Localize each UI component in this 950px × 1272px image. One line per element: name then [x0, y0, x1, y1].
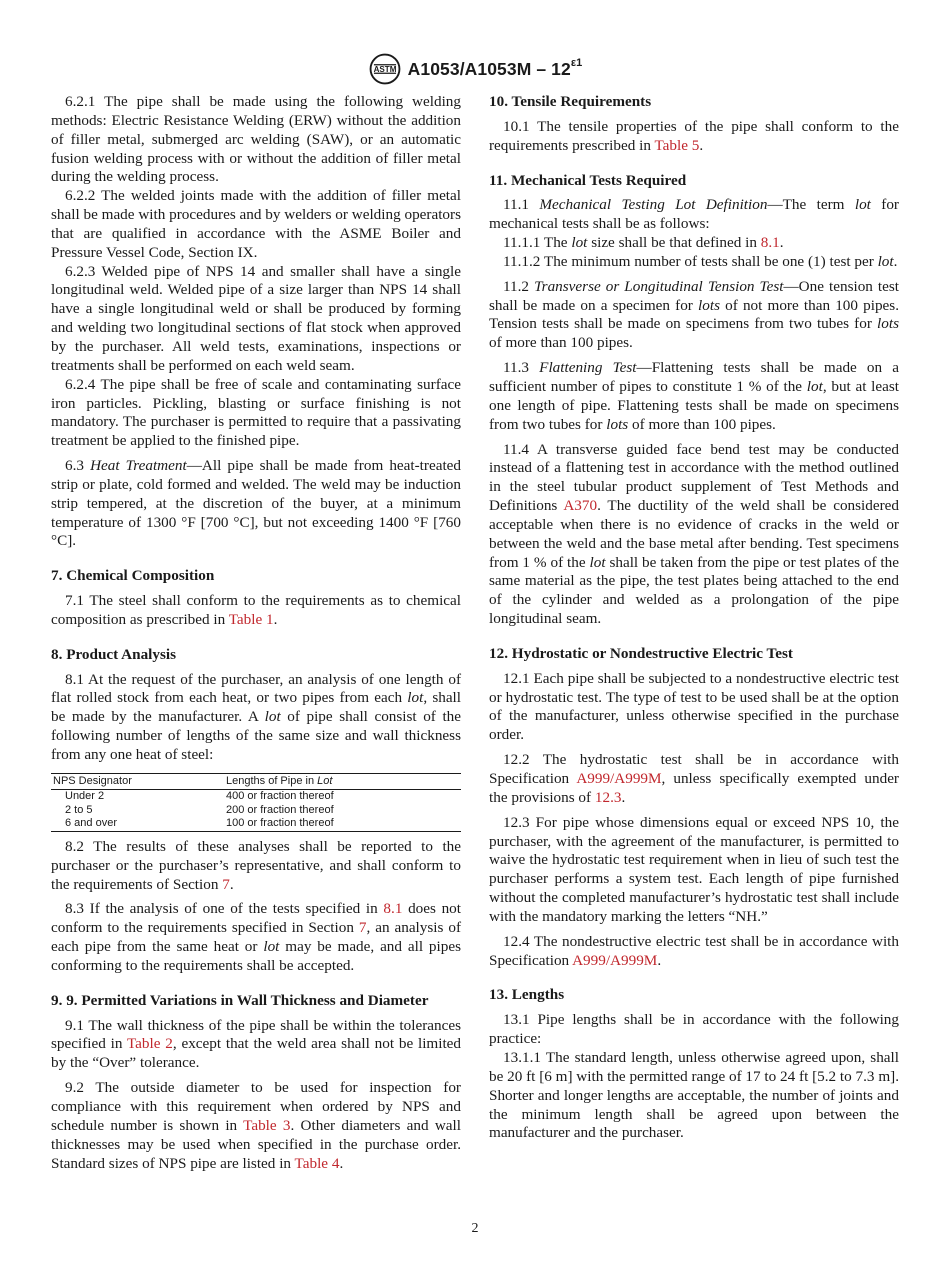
- text-run: 10.1 The tensile properties of the pipe shall conform to the requirements prescribed in: [489, 117, 899, 154]
- para-12-1: 12.1 Each pipe shall be subjected to a nondestructive electric test or hydrostatic test. The type of test to be used shall be at the option of the manufacturer, unless otherwise specified in the purchase order.: [489, 669, 899, 744]
- para-10-1: [489, 118, 899, 156]
- table-row: [51, 790, 461, 804]
- nps-cell: 2 to 5: [65, 803, 93, 816]
- text-run: .: [893, 252, 898, 270]
- text-run: 9.1 The wall thickness of the pipe shall be within the tolerances specified in: [51, 1016, 461, 1053]
- text-run: . Other diameters and wall thicknesses may be used when specified in the purchase order. Standard sizes of NPS pipe are listed in: [51, 1116, 461, 1172]
- section-11-heading: 11. Mechanical Tests Required: [489, 171, 687, 189]
- para-13-1-1: 13.1.1 The standard length, unless otherwise agreed upon, shall be 20 ft [6 m] with the permitted range of 17 to 24 ft [5.2 to 7.3 m]. Shorter and longer lengths are acceptable, the number of joints and the minimum length shall be agreed upon between the manufacturer and the purchaser.: [489, 1048, 899, 1142]
- para-13-1: 13.1 Pipe lengths shall be in accordance with the following practice:: [489, 1011, 899, 1048]
- section-13-heading: 13. Lengths: [489, 986, 565, 1004]
- lot-term: lots: [698, 296, 720, 314]
- text-run: of not more than 100 pipes. Tension tests shall be made on specimens from two tubes for: [489, 296, 899, 333]
- text-run: of pipe shall consist of the following number of lengths of the same size and wall thickness from any one heat of steel:: [51, 708, 461, 763]
- table-1-link[interactable]: Table 1: [228, 610, 274, 628]
- text-run: , shall be made by the manufacturer. A: [51, 689, 462, 726]
- para-11-2: [489, 278, 899, 353]
- page-number: 2: [471, 1221, 479, 1236]
- text-run: .: [699, 136, 704, 154]
- para-12-2: [489, 751, 899, 808]
- text-run: , an analysis of each pipe from the same heat or: [51, 919, 461, 956]
- para-number: 11.2: [503, 277, 530, 295]
- lot-term: lot: [263, 938, 280, 956]
- text-run: 11.1.2 The minimum number of tests shall be one (1) test per: [503, 252, 878, 270]
- table-2-link[interactable]: Table 2: [126, 1035, 173, 1053]
- text-run: of more than 100 pipes.: [489, 334, 633, 352]
- lot-term: lot: [407, 689, 424, 707]
- para-6-2-2: 6.2.2 The welded joints made with the addition of filler metal shall be made with procedures and by welders or welding operators that are qualified in accordance with the ASME Boiler and Pressure Vessel Code, Section IX.: [51, 187, 461, 261]
- text-run: may be made, and all pipes conforming to the requirements shall be accepted.: [51, 938, 461, 974]
- column-header-lengths: [226, 773, 461, 790]
- a999-link[interactable]: A999/A999M: [572, 951, 658, 969]
- text-run: , unless specifically exempted under the provisions of: [489, 770, 899, 806]
- a370-link[interactable]: A370: [563, 497, 598, 515]
- para-12-3: 12.3 For pipe whose dimensions equal or exceed NPS 10, the purchaser, with the agreement of the manufacturer, is permitted to waive the hydrostatic test requirement when in lieu of such test the purchaser performs a system test. Each length of pipe furnished without the completed manufacturer’s hydrostatic test shall include with the mandatory marking the letters “NH.”: [489, 813, 899, 925]
- lot-term: lot: [589, 553, 606, 571]
- text-run: shall be taken from the pipe or test plates of the same material as the pipe, the test plates being attached to the end of the cylinder and welded as a prolongation of the pipe longitudinal seam.: [489, 553, 899, 628]
- para-6-3: [51, 457, 461, 551]
- lot-term: lots: [606, 415, 629, 433]
- text-run: 12.4 The nondestructive electric test shall be in accordance with Specification: [489, 932, 899, 969]
- para-6-2-4: 6.2.4 The pipe shall be free of scale and contaminating surface iron particles. Pickling, blasting or surface finishing is not mandatory. The purchaser is permitted to require that a passivating treatment be applied to the finished pipe.: [51, 375, 461, 450]
- nps-cell: Under 2: [65, 790, 105, 803]
- lot-term: lot: [806, 377, 823, 395]
- text-run: size shall be that defined in: [587, 234, 761, 252]
- section-7-heading: 7. Chemical Composition: [51, 567, 215, 585]
- table-header-row: [51, 773, 461, 790]
- para-8-1: [51, 671, 461, 765]
- length-cell: 400 or fraction thereof: [226, 790, 334, 803]
- lot-lengths-table: [51, 773, 461, 832]
- para-7-1: [51, 592, 461, 630]
- text-run: —One tension test shall be made on a specimen for: [489, 277, 900, 314]
- para-12-4: [489, 933, 899, 971]
- section-12-3-link[interactable]: 12.3: [594, 788, 622, 806]
- para-11-1: [489, 196, 899, 234]
- section-9-heading: 9. 9. Permitted Variations in Wall Thickness and Diameter: [51, 991, 429, 1009]
- astm-logo-icon: [368, 52, 402, 86]
- table-5-link[interactable]: Table 5: [654, 136, 700, 154]
- document-designation: [407, 56, 583, 80]
- para-11-4: [489, 441, 899, 629]
- text-run: does not conform to the requirements specified in Section: [51, 900, 462, 937]
- text-run: 8.3 If the analysis of one of the tests specified in: [65, 900, 384, 918]
- para-title: Mechanical Testing Lot Definition: [539, 196, 768, 214]
- para-8-3: [51, 900, 461, 975]
- text-run: 9.2 The outside diameter to be used for inspection for compliance with this requirement when ordered by NPS and schedule number is shown in: [51, 1079, 461, 1134]
- designation-text: A1053/A1053M – 12: [407, 58, 571, 79]
- text-run: , but at least one length of pipe. Flattening tests shall be made on specimens from two tubes for: [489, 377, 900, 433]
- para-9-1: [51, 1017, 461, 1074]
- lot-term: lot: [854, 196, 871, 214]
- text-run: .: [229, 875, 234, 893]
- table-row: [51, 804, 461, 818]
- text-run: 7.1 The steel shall conform to the requirements as to chemical composition as prescribed in: [51, 592, 461, 628]
- para-11-3: [489, 359, 899, 434]
- para-title: Heat Treatment: [90, 457, 187, 475]
- text-run: 8.2 The results of these analyses shall be reported to the purchaser or the purchaser’s representative, and shall conform to the requirements of Section: [51, 837, 461, 893]
- para-8-2: [51, 838, 461, 895]
- text-run: —Flattening tests shall be made on a sufficient number of pipes to constitute 1 % of the: [489, 359, 899, 395]
- lot-term: lot: [877, 252, 894, 270]
- section-8-1-link[interactable]: 8.1: [383, 900, 403, 918]
- para-text: —All pipe shall be made from heat-treated strip or plate, cold formed and welded. The weld may be induction strip tempered, at the discretion of the buyer, at a minimum temperature of 1300 °F [700 °C], but not exceeding 1400 °F [760 °C].: [51, 457, 461, 550]
- text-run: , except that the weld area shall not be limited by the “Over” tolerance.: [51, 1035, 462, 1072]
- page-header: [0, 52, 950, 91]
- para-6-2-3: 6.2.3 Welded pipe of NPS 14 and smaller shall have a single longitudinal weld. Welded pipe of a size larger than NPS 14 shall have a single longitudinal weld or shall be produced by forming and welding two longitudinal sections of flat stock when approved by the purchaser. All weld tests, examinations, inspections or treatments shall be performed on each weld seam.: [51, 262, 461, 374]
- text-run: .: [339, 1154, 344, 1172]
- section-7-link[interactable]: 7: [358, 919, 367, 937]
- text-run: —The term: [767, 196, 855, 214]
- para-title: Flattening Test: [539, 359, 637, 377]
- text-run: . The ductility of the weld shall be considered acceptable when there is no evidence of cracks in the weld or between the weld and the base metal after bending. Test specimens from 1 % of the: [489, 497, 899, 571]
- para-11-1-1: [489, 234, 899, 253]
- table-4-link[interactable]: Table 4: [294, 1154, 340, 1172]
- para-9-2: [51, 1079, 461, 1173]
- lot-term: Lot: [317, 774, 333, 787]
- para-number: 6.3: [65, 457, 84, 475]
- text-run: 11.1.1 The: [503, 234, 572, 252]
- text-run: of more than 100 pipes.: [628, 415, 776, 433]
- section-7-link[interactable]: 7: [222, 875, 230, 893]
- length-cell: 100 or fraction thereof: [226, 817, 334, 830]
- text-run: for mechanical tests shall be as follows:: [489, 196, 899, 233]
- text-run: 11.4 A transverse guided face bend test may be conducted instead of a flattening test in accordance with the method outlined in the steel tubular product supplement of Test Methods and Definitions: [489, 440, 899, 515]
- section-10-heading: 10. Tensile Requirements: [489, 93, 652, 110]
- text-run: Lengths of Pipe in: [226, 774, 318, 787]
- designation-superscript: ε1: [570, 56, 583, 69]
- text-run: .: [779, 234, 784, 252]
- right-column: [489, 93, 899, 1143]
- text-run: 8.1 At the request of the purchaser, an analysis of one length of flat rolled stock from each heat, or two pipes from each: [51, 670, 461, 707]
- lot-term: lot: [264, 708, 281, 726]
- lot-term: lot: [571, 234, 588, 252]
- logo-text: ASTM: [373, 64, 397, 74]
- lot-term: lots: [877, 315, 899, 333]
- table-row: [51, 817, 461, 831]
- section-8-1-link[interactable]: 8.1: [760, 234, 780, 252]
- para-11-1-2: [489, 253, 899, 272]
- left-column: [51, 93, 461, 1179]
- a999-link[interactable]: A999/A999M: [576, 770, 662, 787]
- section-12-heading: 12. Hydrostatic or Nondestructive Electric Test: [489, 644, 793, 662]
- section-8-heading: 8. Product Analysis: [51, 645, 177, 663]
- column-header-nps: NPS Designator: [53, 774, 132, 787]
- nps-cell: 6 and over: [65, 817, 117, 830]
- para-number: 11.1: [503, 196, 530, 214]
- text-run: .: [621, 788, 626, 806]
- para-title: Transverse or Longitudinal Tension Test: [534, 277, 784, 295]
- para-6-2-1: 6.2.1 The pipe shall be made using the following welding methods: Electric Resistance Welding (ERW) without the addition of filler metal, submerged arc welding (SAW), or an automatic fusion welding process with or without the addition of filler metal during the welding process.: [51, 93, 461, 186]
- text-run: .: [657, 951, 662, 969]
- length-cell: 200 or fraction thereof: [226, 803, 334, 816]
- text-run: .: [273, 610, 278, 628]
- text-run: 12.2 The hydrostatic test shall be in accordance with Specification: [489, 751, 899, 787]
- table-3-link[interactable]: Table 3: [243, 1116, 291, 1134]
- para-number: 11.3: [503, 359, 530, 377]
